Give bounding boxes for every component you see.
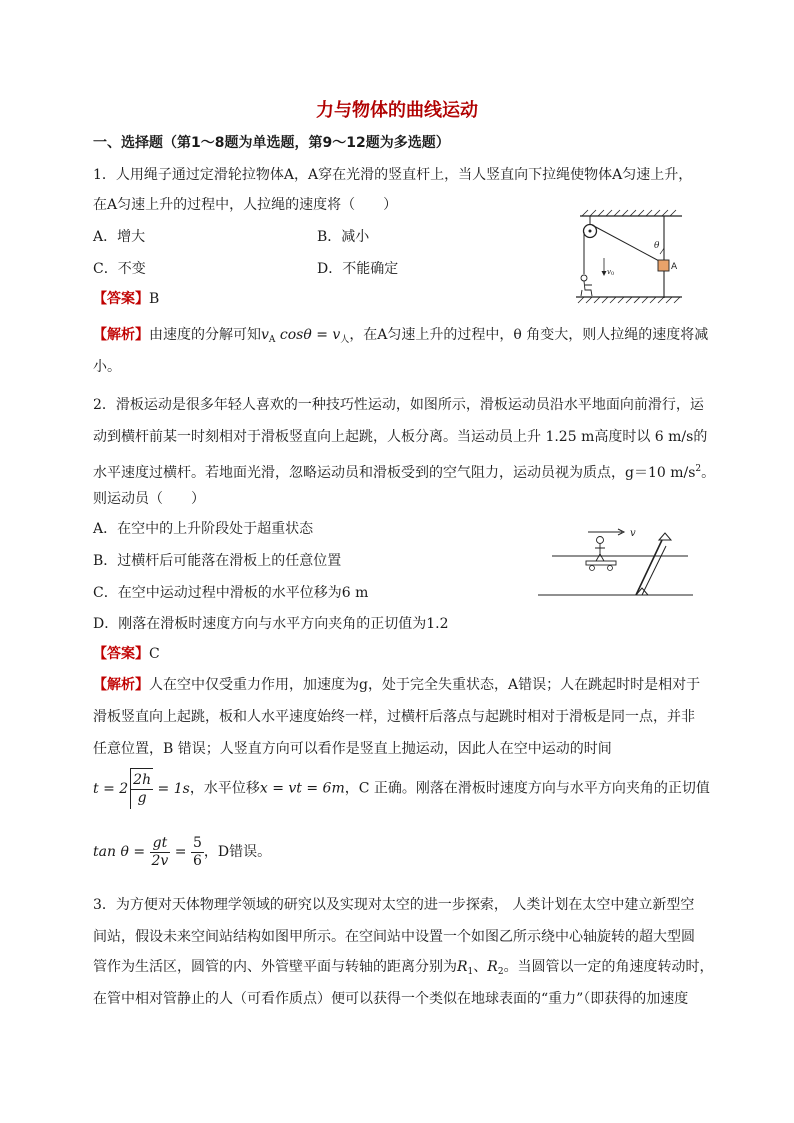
- q2-option-a: A．在空中的上升阶段处于超重状态: [93, 521, 314, 537]
- q3-stem-line1: 3．为方便对天体物理学领域的研究以及实现对太空的进一步探索， 人类计划在太空中建立新型空: [93, 897, 695, 913]
- analysis-tag: 【解析】: [93, 327, 149, 343]
- q3-stem-line4: 在管中相对管静止的人（可看作质点）便可以获得一个类似在地球表面的“重力”（即获得的加速度: [93, 991, 689, 1007]
- q2-figure: [538, 520, 698, 600]
- q1-figure: [572, 208, 687, 304]
- q3-stem-line3: 管作为生活区，圆管的内、外管壁平面与转轴的距离分别为$R_1$、$R_2$。当圆管以一定的角速度转动时，: [93, 959, 714, 977]
- svg-text:v0: v0: [607, 268, 615, 277]
- q1-formula: $v_A$ $\cos\theta = v_人$: [261, 327, 350, 345]
- q2-formula-x: x = vt = 6m: [259, 780, 345, 797]
- q2-option-b: B．过横杆后可能落在滑板上的任意位置: [93, 553, 342, 569]
- q1-fig-label-a: A: [671, 262, 678, 272]
- q1-fig-label-theta: θ: [654, 241, 660, 251]
- q1-answer-value: B: [149, 291, 160, 307]
- section-heading: 一、选择题（第1～8题为单选题，第9～12题为多选题）: [93, 135, 450, 151]
- q2-stem-line2: 动到横杆前某一时刻相对于滑板竖直向上起跳，人板分离。当运动员上升 1.25 m高度时以 6 m/s的: [93, 429, 708, 445]
- answer-tag: 【答案】: [93, 291, 149, 307]
- q2-analysis-line3: 任意位置，B 错误；人竖直方向可以看作是竖直上抛运动，因此人在空中运动的时间: [93, 741, 612, 757]
- q2-answer: 【答案】C: [93, 646, 160, 662]
- q2-analysis-line5: tan θ = $\frac{gt}{2v}$ = $\frac{5}{6}$ ，D错误。: [93, 834, 272, 869]
- q2-formula-tan: tan θ = $\frac{gt}{2v}$ = $\frac{5}{6}$: [93, 834, 202, 869]
- q1-option-c: C．不变: [93, 261, 146, 277]
- q2-answer-value: C: [149, 646, 160, 662]
- q1-analysis-line1: 【解析】由速度的分解可知$v_A$ $\cos\theta = v_人$，在A匀速上升的过程中，θ 角变大，则人拉绳的速度将减: [93, 327, 709, 345]
- q3-stem-line2: 间站，假设未来空间站结构如图甲所示。在空间站中设置一个如图乙所示绕中心轴旋转的超大型圆: [93, 929, 695, 945]
- q1-option-d: D．不能确定: [317, 261, 399, 277]
- q1-option-a: A．增大: [93, 229, 146, 245]
- q2-stem-line1: 2．滑板运动是很多年轻人喜欢的一种技巧性运动，如图所示，滑板运动员沿水平地面向前滑行，运: [93, 397, 704, 413]
- q2-analysis-line1: 【解析】人在空中仅受重力作用，加速度为g，处于完全失重状态，A错误；人在跳起时时是相对于: [93, 677, 701, 693]
- q1-analysis-line2: 小。: [93, 359, 121, 375]
- q1-stem-line2: 在A匀速上升的过程中，人拉绳的速度将（ ）: [93, 197, 398, 213]
- page-title: 力与物体的曲线运动: [316, 100, 478, 121]
- q2-stem-line4: 则运动员（ ）: [93, 491, 205, 507]
- q2-analysis-line4: t = 2 $\frac{2h}{g}$ = 1s，水平位移x = vt = 6m，C 正确。刚落在滑板时速度方向与水平方向夹角的正切值: [93, 768, 710, 809]
- q2-formula-t: t = 2 $\frac{2h}{g}$ = 1s: [93, 781, 190, 797]
- q2-option-c: C．在空中运动过程中滑板的水平位移为6 m: [93, 585, 369, 601]
- q2-analysis-line2: 滑板竖直向上起跳，板和人水平速度始终一样，过横杆后落点与起跳时相对于滑板是同一点，并非: [93, 709, 695, 725]
- q2-option-d: D．刚落在滑板时速度方向与水平方向夹角的正切值为1.2: [93, 616, 449, 632]
- q1-stem-line1: 1．人用绳子通过定滑轮拉物体A，A穿在光滑的竖直杆上，当人竖直向下拉绳使物体A匀速上升，: [93, 167, 693, 183]
- q1-answer: [93, 290, 159, 308]
- q1-option-b: B．减小: [317, 229, 370, 245]
- q2-stem-line3: 水平速度过横杆。若地面光滑，忽略运动员和滑板受到的空气阻力，运动员视为质点，g＝10 $m/s^2$。: [93, 464, 716, 481]
- q2-fig-label-v: v: [630, 528, 636, 539]
